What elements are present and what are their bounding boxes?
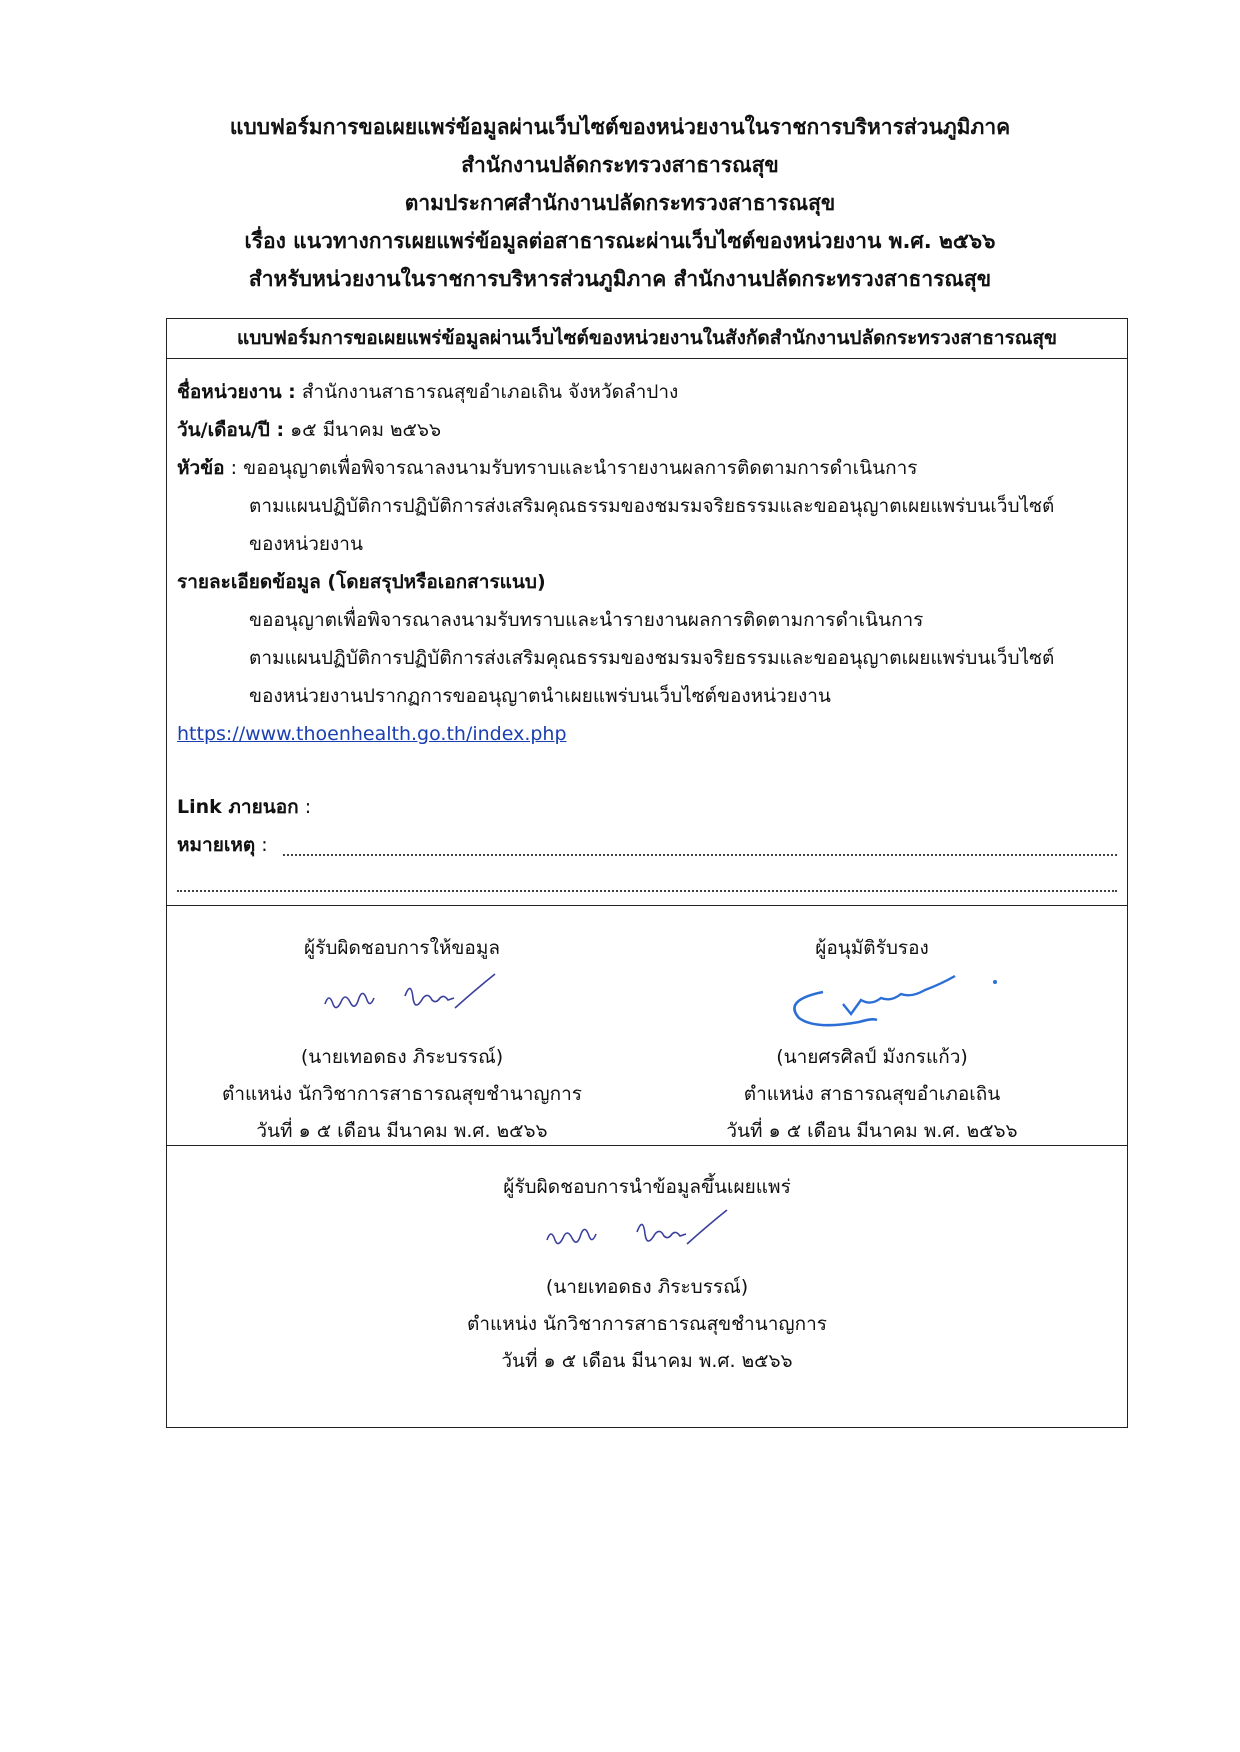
form-details-section <box>167 358 1127 906</box>
header-line-2: สำนักงานปลัดกระทรวงสาธารณสุข <box>461 153 779 177</box>
note-label: หมายเหตุ <box>177 834 256 856</box>
approver-role: ผู้อนุมัติรับรอง <box>815 937 929 959</box>
approver-name: (นายศรศิลป์ มังกรแก้ว) <box>776 1046 968 1068</box>
publisher-signature <box>537 1202 757 1264</box>
note-row <box>177 832 268 858</box>
topic-line-2: ตามแผนปฏิบัติการปฏิบัติการส่งเสริมคุณธรรมของชมรมจริยธรรมและขออนุญาตเผยแพร่บนเว็บไซต์ <box>249 495 1055 517</box>
header-line-3: ตามประกาศสำนักงานปลัดกระทรวงสาธารณสุข <box>404 191 836 215</box>
topic-line-1: : ขออนุญาตเพื่อพิจารณาลงนามรับทราบและนำรายงานผลการติดตามการดำเนินการ <box>230 457 918 479</box>
external-link-row <box>177 794 311 820</box>
provider-date: วันที่ ๑ ๕ เดือน มีนาคม พ.ศ. ๒๕๖๖ <box>256 1120 548 1142</box>
publisher-name: (นายเทอดธง ภิระบรรณ์) <box>545 1276 749 1298</box>
publisher-section <box>167 1146 1127 1427</box>
date-row <box>177 417 441 443</box>
provider-role: ผู้รับผิดชอบการให้ขอมูล <box>304 937 500 959</box>
topic-label: หัวข้อ <box>177 457 225 479</box>
publisher-date: วันที่ ๑ ๕ เดือน มีนาคม พ.ศ. ๒๕๖๖ <box>501 1350 793 1372</box>
approver-position: ตำแหน่ง สาธารณสุขอำเภอเถิน <box>743 1083 1001 1105</box>
header-line-5: สำหรับหน่วยงานในราชการบริหารส่วนภูมิภาค สำนักงานปลัดกระทรวงสาธารณสุข <box>248 267 992 291</box>
agency-row <box>177 379 678 405</box>
provider-signature <box>315 966 515 1028</box>
header-line-1: แบบฟอร์มการขอเผยแพร่ข้อมูลผ่านเว็บไซต์ของหน่วยงานในราชการบริหารส่วนภูมิภาค <box>229 115 1011 139</box>
signature-section <box>167 906 1127 1146</box>
note-dotted-line-2 <box>177 890 1117 892</box>
approver-date: วันที่ ๑ ๕ เดือน มีนาคม พ.ศ. ๒๕๖๖ <box>726 1120 1018 1142</box>
topic-row <box>177 455 917 481</box>
publication-request-form <box>166 318 1128 1428</box>
detail-line-1: ขออนุญาตเพื่อพิจารณาลงนามรับทราบและนำรายงานผลการติดตามการดำเนินการ <box>249 609 924 631</box>
agency-value: สำนักงานสาธารณสุขอำเภอเถิน จังหวัดลำปาง <box>301 381 679 403</box>
detail-label: รายละเอียดข้อมูล (โดยสรุปหรือเอกสารแนบ) <box>177 571 546 593</box>
document-header <box>0 108 1240 298</box>
note-dotted-line-1 <box>283 854 1117 856</box>
agency-label: ชื่อหน่วยงาน : <box>177 381 296 403</box>
external-link-label: Link ภายนอก <box>177 796 299 818</box>
external-link-separator: : <box>304 796 312 818</box>
publisher-position: ตำแหน่ง นักวิชาการสาธารณสุขชำนาญการ <box>467 1313 827 1335</box>
provider-position: ตำแหน่ง นักวิชาการสาธารณสุขชำนาญการ <box>222 1083 582 1105</box>
header-line-4: เรื่อง แนวทางการเผยแพร่ข้อมูลต่อสาธารณะผ่านเว็บไซต์ของหน่วยงาน พ.ศ. ๒๕๖๖ <box>244 229 996 253</box>
form-title: แบบฟอร์มการขอเผยแพร่ข้อมูลผ่านเว็บไซต์ของหน่วยงานในสังกัดสำนักงานปลัดกระทรวงสาธารณสุข <box>167 319 1127 359</box>
approver-signature <box>783 964 1013 1034</box>
provider-name: (นายเทอดธง ภิระบรรณ์) <box>300 1046 504 1068</box>
date-label: วัน/เดือน/ปี : <box>177 419 285 441</box>
detail-line-2: ตามแผนปฏิบัติการปฏิบัติการส่งเสริมคุณธรรมของชมรมจริยธรรมและขออนุญาตเผยแพร่บนเว็บไซต์ <box>249 647 1055 669</box>
detail-line-3: ของหน่วยงานปรากฏการขออนุญาตนำเผยแพร่บนเว็บไซต์ของหน่วยงาน <box>249 685 831 707</box>
topic-line-3: ของหน่วยงาน <box>249 533 363 555</box>
date-value: ๑๕ มีนาคม ๒๕๖๖ <box>290 419 442 441</box>
website-link[interactable]: https://www.thoenhealth.go.th/index.php <box>177 723 567 745</box>
note-separator: : <box>261 834 268 856</box>
publisher-role: ผู้รับผิดชอบการนำข้อมูลขึ้นเผยแพร่ <box>503 1176 791 1198</box>
